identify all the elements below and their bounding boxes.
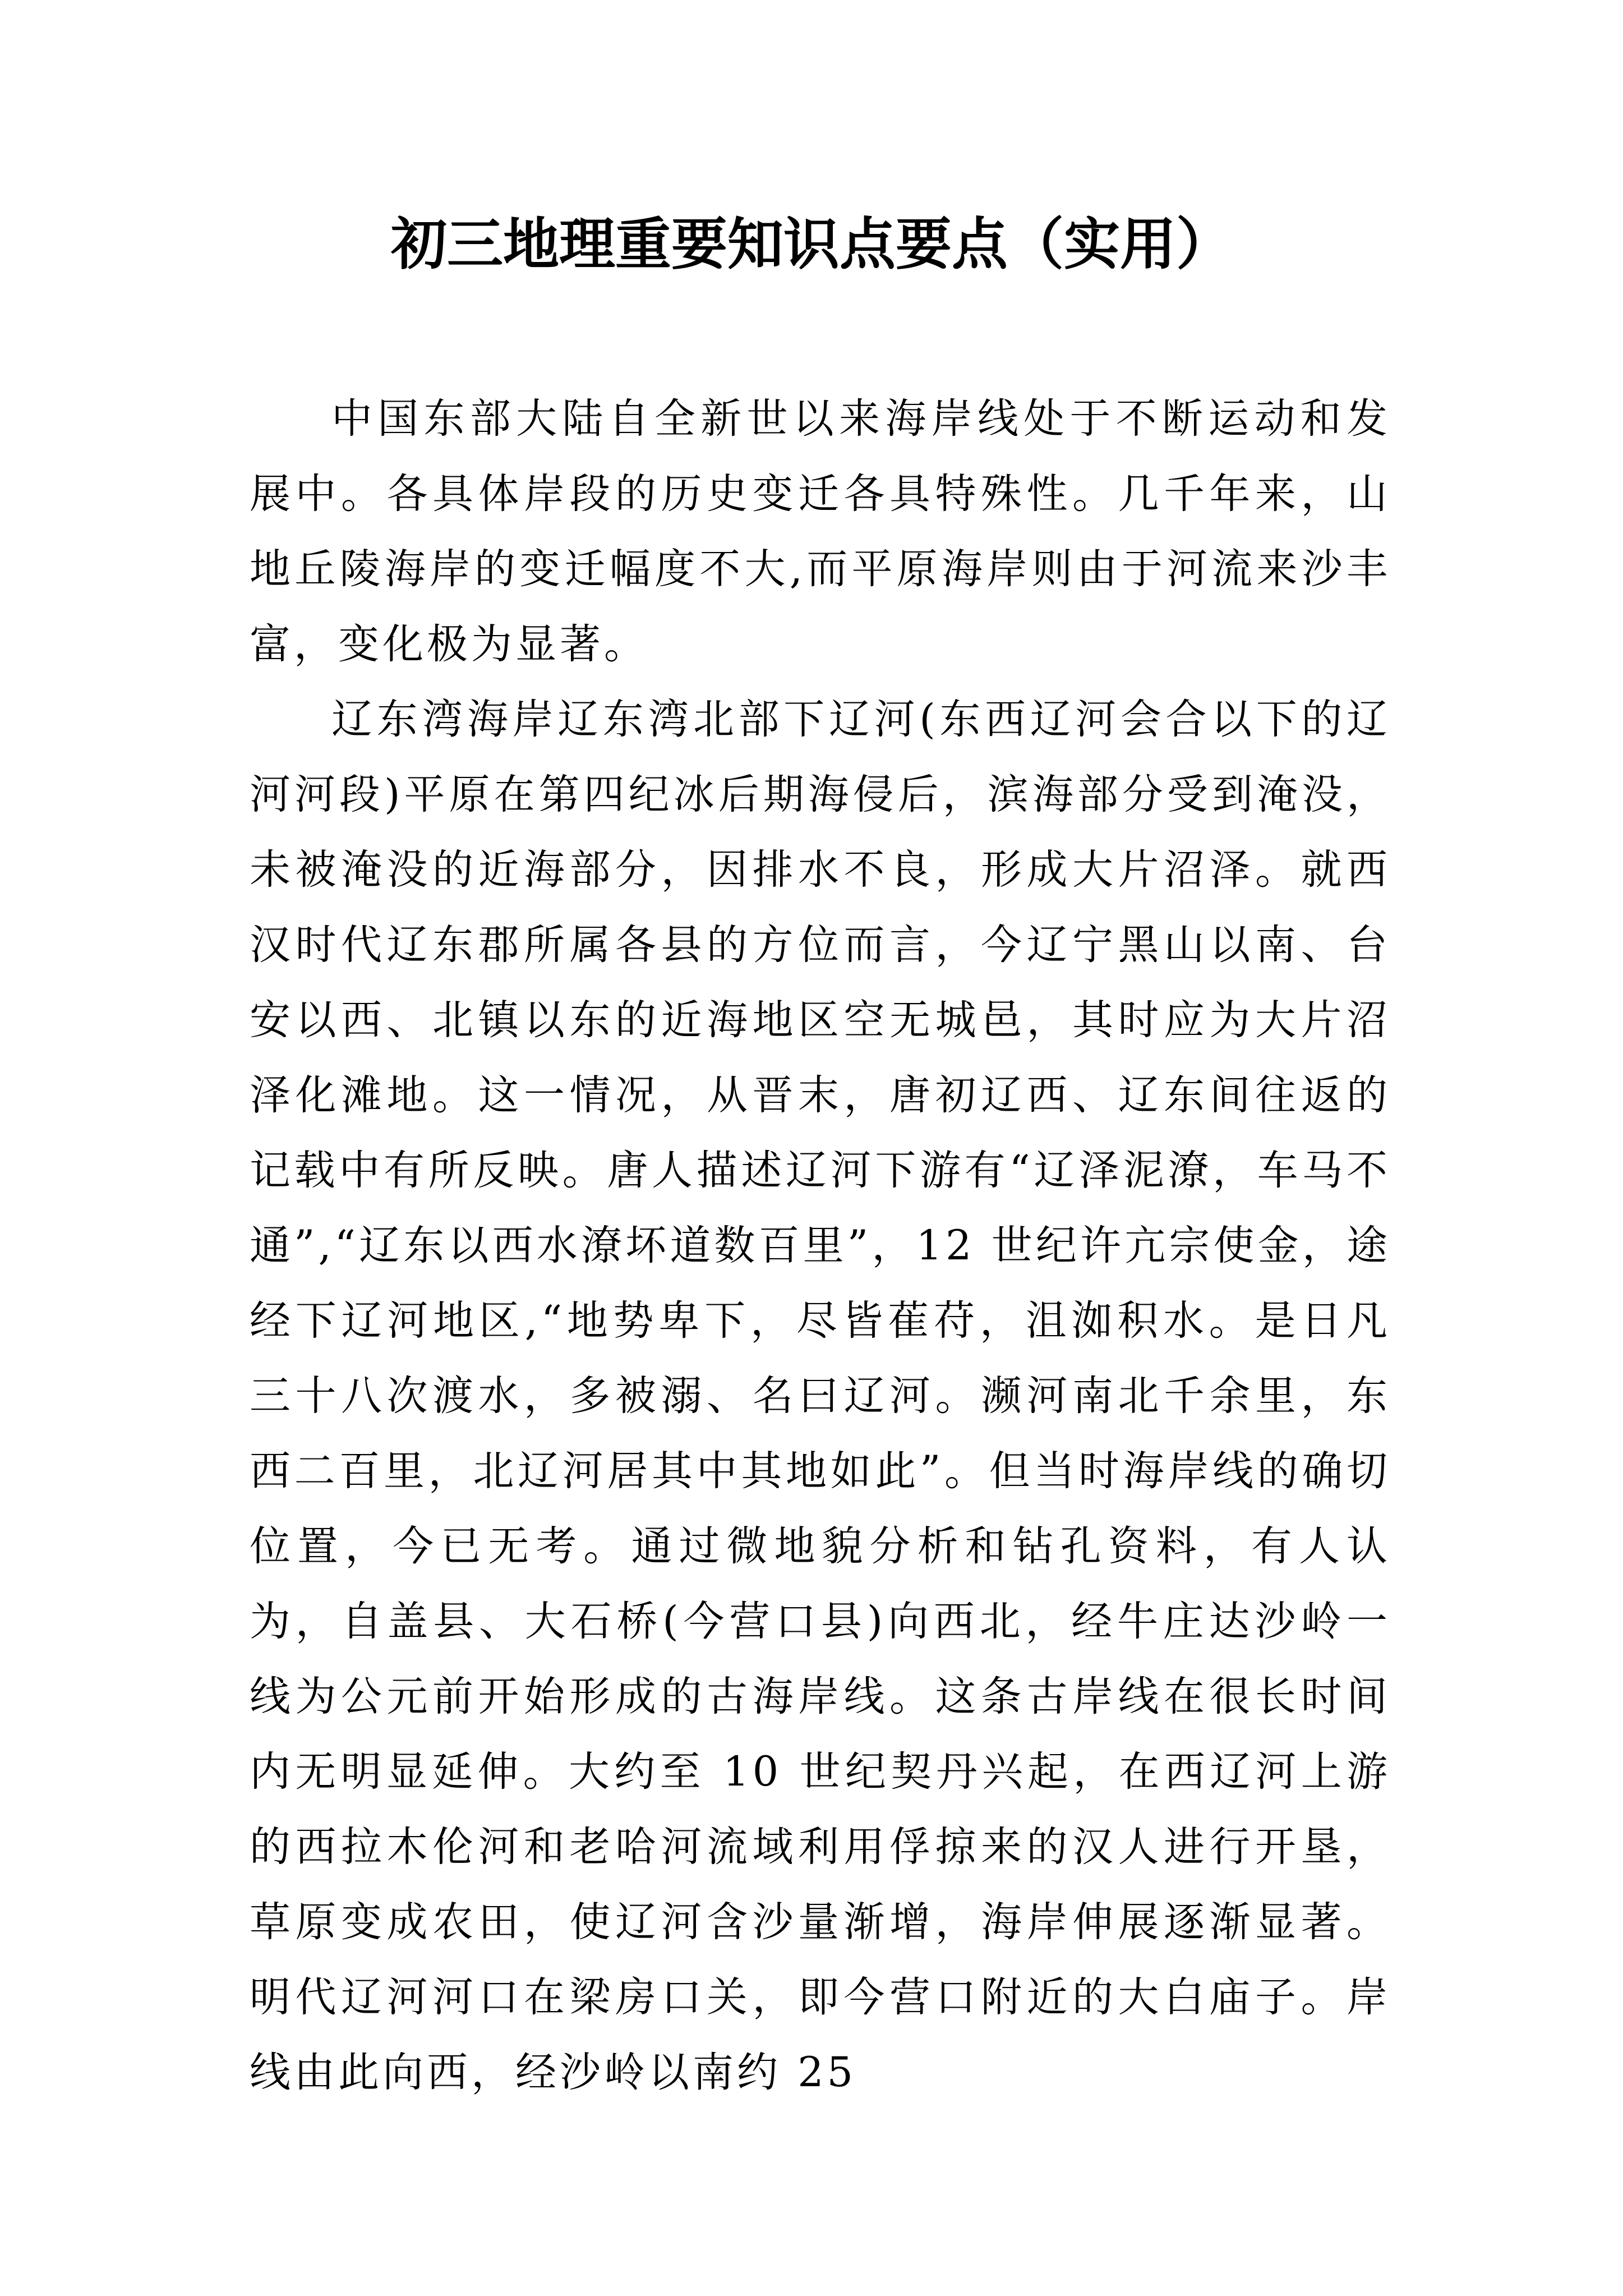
document-body	[250, 381, 1391, 2110]
paragraph-liaodong-bay: 辽东湾海岸辽东湾北部下辽河(东西辽河会合以下的辽河河段)平原在第四纪冰后期海侵后，滨海部分受到淹没，未被淹没的近海部分，因排水不良，形成大片沼泽。就西汉时代辽东郡所属各县的方位而言，今辽宁黑山以南、台安以西、北镇以东的近海地区空无城邑，其时应为大片沼泽化滩地。这一情况，从晋末，唐初辽西、辽东间往返的记载中有所反映。唐人描述辽河下游有“辽泽泥潦，车马不通”,“辽东以西水潦坏道数百里”，12 世纪许亢宗使金，途经下辽河地区,“地势卑下，尽皆萑苻，沮洳积水。是日凡三十八次渡水，多被溺、名曰辽河。濒河南北千余里，东西二百里，北辽河居其中其地如此”。但当时海岸线的确切位置，今已无考。通过微地貌分析和钻孔资料，有人认为，自盖县、大石桥(今营口县)向西北，经牛庄达沙岭一线为公元前开始形成的古海岸线。这条古岸线在很长时间内无明显延伸。大约至 10 世纪契丹兴起，在西辽河上游的西拉木伦河和老哈河流域利用俘掠来的汉人进行开垦，草原变成农田，使辽河含沙量渐增，海岸伸展逐渐显著。明代辽河河口在梁房口关，即今营口附近的大白庙子。岸线由此向西，经沙岭以南约 25	[250, 696, 1391, 2096]
paragraph-intro: 中国东部大陆自全新世以来海岸线处于不断运动和发展中。各具体岸段的历史变迁各具特殊性。几千年来，山地丘陵海岸的变迁幅度不大,而平原海岸则由于河流来沙丰富，变化极为显著。	[250, 395, 1391, 668]
document-title: 初三地理重要知识点要点（实用）	[391, 211, 1232, 277]
